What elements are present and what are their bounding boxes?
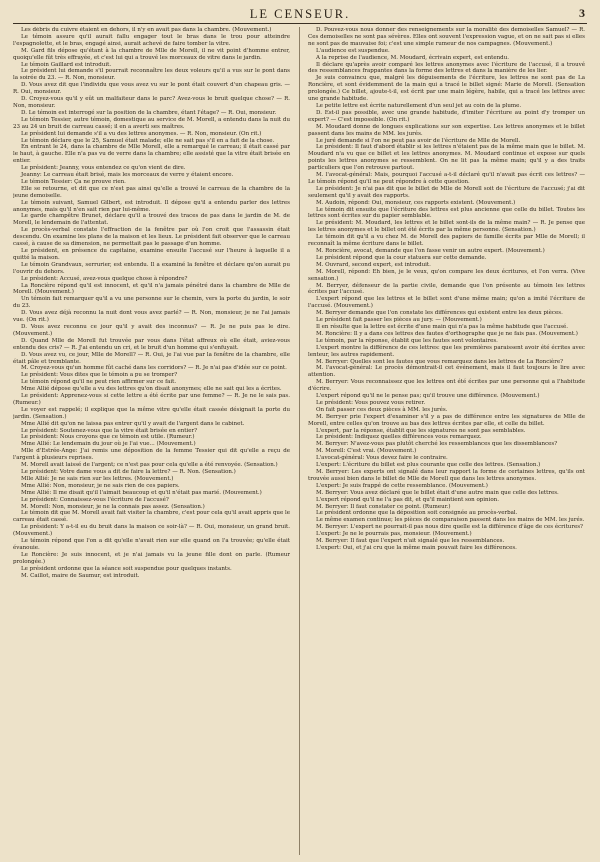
paragraph: L'expert répond que les lettres et le billet sont d'une même main; qu'on a imité l'écriture de l'accusé. (Mouvement.) <box>308 296 585 310</box>
paragraph: D. Le témoin est interrogé sur la position de la chambre, étant l'étage? — R. Oui, monsieur. <box>21 109 277 116</box>
paragraph: Le président: Vous dites que le témoin a pu se tromper? <box>21 372 178 379</box>
paragraph: Le témoin dit que M. Morell avait fait visiter la chambre, c'est pour cela qu'il avait appris que le carreau était cassé. <box>13 510 290 524</box>
paragraph: Le procès-verbal constate l'effraction de la fenêtre par où l'on croit que l'assassin était descendu. On examine les plans de la maison et les lieux. Le président fait observer que le carreau cassé, à cause de sa dimension, ne permettait pas le passage d'un homme. <box>13 227 290 248</box>
paragraph: Le président: Nous croyons que ce témoin est utile. (Rumeur.) <box>21 434 195 441</box>
paragraph: M. Berryer: Quelles sont les fautes que vous remarquez dans les lettres de La Roncière? <box>316 358 564 365</box>
paragraph: Le président: Je n'ai pas dit que le billet de Mlle de Morell soit de l'écriture de l'accusé; j'ai dit seulement qu'il y avait des rapports. <box>308 185 585 199</box>
paragraph: Le témoin Gaillard est introduit. <box>21 61 112 68</box>
paragraph: Mlle d'Estrée-Ange: J'ai remis une déposition de la femme Tessier qui dit qu'elle a reçu de l'argent à plusieurs reprises. <box>13 448 290 462</box>
paragraph: L'expert montre la différence de ces lettres: que les premières paraissent avoir été écrites avec lenteur, les autres rapidement. <box>308 344 585 358</box>
paragraph: D. Pouvez-vous nous donner des renseignements sur la moralité des demoiselles Samuel? — R. Ces demoiselles ne sont pas sévères. Elles ont souvent l'expression vague, et on ne sait pas si elles ne sont pas de mauvaise foi; c'est une simple rumeur de nos campagnes. (Mouvement.) <box>308 27 585 47</box>
paragraph: D. Vous avez reconnu ce jour qu'il y avait des inconnus? — R. Je ne puis pas le dire. (Mouvement.) <box>13 323 290 337</box>
paragraph: Le témoin Grandvaux, serrurier, est entendu. Il a examiné la fenêtre et déclare qu'on aurait pu l'ouvrir du dehors. <box>13 261 290 275</box>
left-column <box>13 27 290 855</box>
paragraph: Le président ordonne que la séance soit suspendue pour quelques instants. <box>21 565 232 572</box>
paragraph: M. Morell avait laissé de l'argent; ce n'est pas pour cela qu'elle a été renvoyée. (Sensation.) <box>21 462 278 469</box>
paragraph: L'expert: L'écriture du billet est plus courante que celle des lettres. (Sensation.) <box>316 462 541 469</box>
paragraph: M. Roncière, avocat, demande que l'on fasse venir un autre expert. (Mouvement.) <box>316 248 545 254</box>
paragraph: Le témoin répond qu'il ne peut rien affirmer sur ce fait. <box>21 379 177 386</box>
paragraph: M. Audoin, répond: Oui, monsieur, ces rapports existent. (Mouvement.) <box>316 199 516 206</box>
paragraph: Le président: Votre dame vous a dit de faire la lettre? — R. Non. (Sensation.) <box>21 469 236 475</box>
page-header <box>13 6 587 24</box>
paragraph: Le témoin assure qu'il aurait fallu engager tout le bras dans le trou pour atteindre l'espagnolette, et le bras, engagé ainsi, aurait achevé de faire tomber la vitre. <box>13 33 290 47</box>
newspaper-title: LE CENSEUR. <box>249 7 351 21</box>
paragraph: La Roncière répond qu'il est innocent, et qu'il n'a jamais pénétré dans la chambre de Mlle de Morell. (Mouvement.) <box>13 282 290 296</box>
paragraph: Mme Allié: Le lendemain du jour où je l'ai vue... (Mouvement.) <box>21 441 196 448</box>
paragraph: Le témoin dit ensuite que l'écriture des lettres est plus ancienne que celle du billet. Toutes les lettres sont écrites sur du papier semblable. <box>308 206 585 220</box>
paragraph: D. Quand Mlle de Morell fut trouvée par vous dans l'état affreux où elle était, aviez-vous entendu des cris? — R. J'ai entendu un cri, et le bruit d'un homme qui s'enfuyait. <box>13 337 290 351</box>
paragraph: Il déclare qu'après avoir comparé les lettres anonymes avec l'écriture de l'accusé, il a trouvé des ressemblances frappantes dans la forme des lettres et dans la manière de les lier. <box>308 61 585 75</box>
paragraph: Le président: Connaissez-vous l'écriture de l'accusé? <box>21 496 169 503</box>
paragraph: M. l'avocat-général: Mais, pourquoi l'accusé a-t-il déclaré qu'il n'avait pas écrit ces lettres? — Le témoin répond qu'il ne peut répondre à cette question. <box>308 172 585 185</box>
paragraph: Mme Allié: Il me disait qu'il l'aimait beaucoup et qu'il n'était pas marié. (Mouvement.) <box>21 489 262 496</box>
paragraph: Le président lui demande s'il pourrait reconnaître les deux voleurs qu'il a vus sur le pont dans la soirée du 23. — R. Non, monsieur. <box>13 68 290 82</box>
paragraph: L'avocat-général: Vous devez faire le contraire. <box>316 455 448 462</box>
paragraph: Le même examen continue; les pièces de comparaison passent dans les mains de MM. les jurés. <box>316 517 585 524</box>
right-column <box>308 27 585 855</box>
paragraph: Le témoin suivant, Samuel Gilbert, est introduit. Il dépose qu'il a entendu parler des lettres anonymes, mais qu'il n'en sait rien par lui-même. <box>13 199 290 213</box>
paragraph: M. Gard fils dépose qu'étant à la chambre de Mlle de Morell, il ne vit point d'homme entrer, quoiqu'elle fût très effrayée, et c'est lui qui a trouvé les morceaux de vitre dans le jardin. <box>13 47 290 61</box>
page-number: 3 <box>579 6 585 20</box>
article-columns <box>13 27 587 855</box>
paragraph: Le président lui demande s'il a vu des lettres anonymes. — R. Non, monsieur. (On rit.) <box>21 130 262 137</box>
paragraph: L'expert: Je ne le pourrais pas, monsieur. (Mouvement.) <box>316 531 472 538</box>
paragraph: Le président: Vous pouvez vous retirer. <box>316 399 426 406</box>
paragraph: Le témoin, par la réponse, établit que les fautes sont volontaires. <box>316 337 498 344</box>
paragraph: Je suis convaincu que, malgré les déguisements de l'écriture, les lettres ne sont pas de La Roncière, et sont évidemment de la main qui a tracé le billet signé: Marie de Morell. (Sensation prolongée.) Ce billet, ajoute-t-il, est écrit par une main légère, habile, qui a tracé les lettres avec une grande habitude. <box>308 75 585 103</box>
paragraph: M. Berryer demande que l'on constate les différences qui existent entre les deux pièces. <box>316 310 563 317</box>
paragraph: Jeanny: Le carreau était brisé, mais les morceaux de verre y étaient encore. <box>21 172 234 179</box>
paragraph: Le président: Y a-t-il eu du bruit dans la maison ce soir-là? — R. Oui, monsieur, un grand bruit. (Mouvement.) <box>13 524 290 538</box>
paragraph: L'expert: Je suis frappé de cette ressemblance. (Mouvement.) <box>316 482 488 489</box>
paragraph: Le témoin déclare que le 25, Samuel était malade; elle ne sait pas s'il en a fait de la chose. <box>21 137 275 144</box>
paragraph: M. Berryer: Vous avez déclaré que le billet était d'une autre main que celle des lettres. <box>316 489 559 496</box>
paragraph: Le témoin Tessier: Ça ne prouve rien. <box>21 178 126 185</box>
column-divider <box>299 27 300 855</box>
paragraph: Mme Allié dépose qu'elle a vu des lettres qu'on disait anonymes; elle ne sait qui les a écrites. <box>21 386 282 393</box>
paragraph: M. Berryer: L'expert ne pourrait-il pas nous dire quelle est la différence d'âge de ces écritures? <box>316 524 583 531</box>
paragraph: Les débris du cuivre étaient en dehors, il n'y en avait pas dans la chambre. (Mouvement.) <box>21 27 272 33</box>
paragraph: D. Croyez-vous qu'il y eût un malfaiteur dans le parc? Avez-vous le bruit quelque chose? — R. Non, monsieur. <box>13 96 290 109</box>
paragraph: Il en résulte que la lettre est écrite d'une main qui n'a pas la même habitude que l'accusé. <box>316 323 569 330</box>
paragraph: L'expert répond qu'il ne l'a pas dit, et qu'il maintient son opinion. <box>316 496 499 503</box>
paragraph: Mlle Allié: Je ne sais rien sur les lettres. (Mouvement.) <box>21 475 174 482</box>
paragraph: Le président: Indiquez quelles différences vous remarquez. <box>316 434 482 441</box>
paragraph: M. Berryer: Il faut constater ce point. (Rumeur.) <box>316 503 451 510</box>
paragraph: M. Roncière: Il y a dans ces lettres des fautes d'orthographe que je ne fais pas. (Mouvement.) <box>316 330 578 337</box>
paragraph: On fait passer ces deux pièces à MM. les jurés. <box>316 406 448 413</box>
paragraph: M. l'avocat-général: Le procès démontrait-il cet événement, mais il faut toujours le lire avec attention. <box>308 365 585 379</box>
paragraph: Le président: M. Moudard, les lettres et le billet sont-ils de la même main? — R. Je pense que les lettres anonymes et le billet ont été écrits par la même personne. (Sensation.) <box>308 220 585 234</box>
paragraph: D. Vous avez vu, ce jour, Mlle de Morell? — R. Oui, je l'ai vue par la fenêtre de la chambre, elle était pâle et tremblante. <box>13 351 290 365</box>
paragraph: Le président: Jeanny, vous entendez ce qu'on vient de dire. <box>21 165 186 172</box>
paragraph: M. Berryer: Les experts ont signalé dans leur rapport la forme de certaines lettres, qu'ils ont trouvée aussi bien dans le billet de Mlle de Morell que dans les lettres anonymes. <box>308 469 585 482</box>
paragraph: M. Berryer: Il faut que l'expert n'ait signalé que les ressemblances. <box>316 538 505 545</box>
paragraph: M. Ouvrard, second expert, est introduit. <box>316 261 431 268</box>
paragraph: D. Vous avez dit que l'individu que vous avez vu sur le pont était couvert d'un chapeau gris. — R. Oui, monsieur. <box>13 82 290 96</box>
paragraph: D. Vous avez déjà reconnu la nuit dont vous avez parlé? — R. Non, monsieur, je ne l'ai jamais vue. (On rit.) <box>13 310 290 324</box>
paragraph: Le témoin répond que l'on a dit qu'elle n'avait rien sur elle quand on l'a trouvée; qu'elle était évanouie. <box>13 538 290 551</box>
paragraph: D. Est-il pas possible, avec une grande habitude, d'imiter l'écriture au point d'y tromper un expert? — C'est impossible. (On rit.) <box>308 109 585 123</box>
paragraph: M. Moudard donne de longues explications sur son expertise. Les lettres anonymes et le billet passent dans les mains de MM. les jurés. <box>308 123 585 137</box>
paragraph: M. Berryer: N'avez-vous pas plutôt cherché les ressemblances que les dissemblances? <box>316 441 558 448</box>
paragraph: Le président fait passer les pièces au jury. — (Mouvement.) <box>316 317 482 324</box>
paragraph: M. Berryer, défenseur de la partie civile, demande que l'on présente au témoin les lettres écrites par l'accusé. <box>308 282 585 296</box>
paragraph: Mme Allié: Non, monsieur, je ne sais rien de ces papiers. <box>21 482 180 489</box>
paragraph: M. Croyez-vous qu'un homme fût caché dans les corridors? — R. Je n'ai pas d'idée sur ce point. <box>21 365 287 372</box>
paragraph: M. Berryer: Vous reconnaissez que les lettres ont été écrites par une personne qui a l'habitude d'écrire. <box>308 379 585 393</box>
paragraph: L'audience est suspendue. <box>316 47 390 54</box>
paragraph: Le voyer est rappelé; il explique que la même vitre qu'elle était cassée désignait la porte du jardin. (Sensation.) <box>13 406 290 420</box>
paragraph: Le garde champêtre Brunet, déclare qu'il a trouvé des traces de pas dans le jardin de M. de Morell, le lendemain de l'attentat. <box>13 213 290 227</box>
paragraph: A la reprise de l'audience, M. Moudard, écrivain expert, est entendu. <box>316 54 509 61</box>
paragraph: M. Morell, répond: Eh bien, je le veux, qu'on compare les deux écritures, et l'on verra. (Vive sensation.) <box>308 268 585 282</box>
paragraph: Elle se retourne, et dit que ce n'est pas ainsi qu'elle a trouvé le carreau de la chambre de la jeune demoiselle. <box>13 185 290 199</box>
paragraph: Le président: Apprenez-vous si cette lettre a été écrite par une femme? — R. Je ne le sais pas. (Rumeur.) <box>13 393 290 406</box>
paragraph: Mme Allié dit qu'on ne laissa pas entrer qu'il y avait de l'argent dans le cabinet. <box>21 420 245 427</box>
paragraph: Un témoin fait remarquer qu'il a vu une personne sur le chemin, vers la porte du jardin, le soir du 23. <box>13 296 290 310</box>
paragraph: M. Berryer prie l'expert d'examiner s'il y a pas de différence entre les signatures de Mlle de Morell, entre celles qu'on trouve au bas des lettres écrites par elle, et celle du billet. <box>308 413 585 427</box>
paragraph: M. Morell: C'est vrai. (Mouvement.) <box>316 448 417 455</box>
paragraph: L'expert: Oui, et j'ai cru que la même main pouvait faire les différences. <box>316 544 517 551</box>
paragraph: L'expert, par la réponse, établit que les signatures ne sont pas semblables. <box>316 427 526 434</box>
paragraph: M. Morell: Non, monsieur, je ne la connais pas assez. (Sensation.) <box>21 503 205 510</box>
paragraph: Le président ordonne que la déposition soit consignée au procès-verbal. <box>316 510 518 517</box>
paragraph: L'expert répond qu'il ne le pense pas; qu'il trouve une différence. (Mouvement.) <box>316 393 540 400</box>
paragraph: En entrant le 24, dans la chambre de Mlle Morell, elle a remarqué le carreau; il était cassé par le haut, à gauche. Elle n'a pas vu de verre dans la chambre; elle assisté que la vitre était brisée en entier. <box>13 144 290 165</box>
paragraph: Le juré demande si l'on ne peut pas avoir de l'écriture de Mlle de Morell. <box>316 137 521 144</box>
paragraph: Le Roncière: Je suis innocent, et je n'ai jamais vu la jeune fille dont on parle. (Rumeur prolongée.) <box>13 551 290 565</box>
paragraph: M. Caillot, maire de Saumur, est introduit. <box>21 572 140 579</box>
paragraph: Le président: Accusé, avez-vous quelque chose à répondre? <box>21 275 188 282</box>
paragraph: Le président: Soutenez-vous que la vitre était brisée en entier? <box>21 427 198 434</box>
paragraph: Le témoin dit qu'il a vu chez M. de Morell des papiers de famille écrits par Mlle de Morell; il reconnaît la même écriture dans le billet. <box>308 234 585 248</box>
paragraph: Le président: Il faut d'abord établir si les lettres n'étaient pas de la même main que le billet. M. Moudard n'a vu que ce billet et les lettres anonymes. M. Moudard continue et expose sur quels points les lettres anonymes se ressemblent. On ne lit pas la même main; qu'il y a des traits particuliers que l'on retrouve partout. <box>308 144 585 172</box>
paragraph: Le témoin Tessier, autre témoin, domestique au service de M. Morell, a entendu dans la nuit du 23 au 24 un bruit de carreau cassé; il en a averti ses maîtres. <box>13 116 290 130</box>
paragraph: Le président, en présence du capitaine, examine ensuite l'accusé sur l'heure à laquelle il a quitté la maison. <box>13 248 290 261</box>
paragraph: Le président répond que la cour statuera sur cette demande. <box>316 254 487 261</box>
paragraph: Le petite lettre est écrite naturellement d'un seul jet au coin de la plume. <box>316 102 522 109</box>
